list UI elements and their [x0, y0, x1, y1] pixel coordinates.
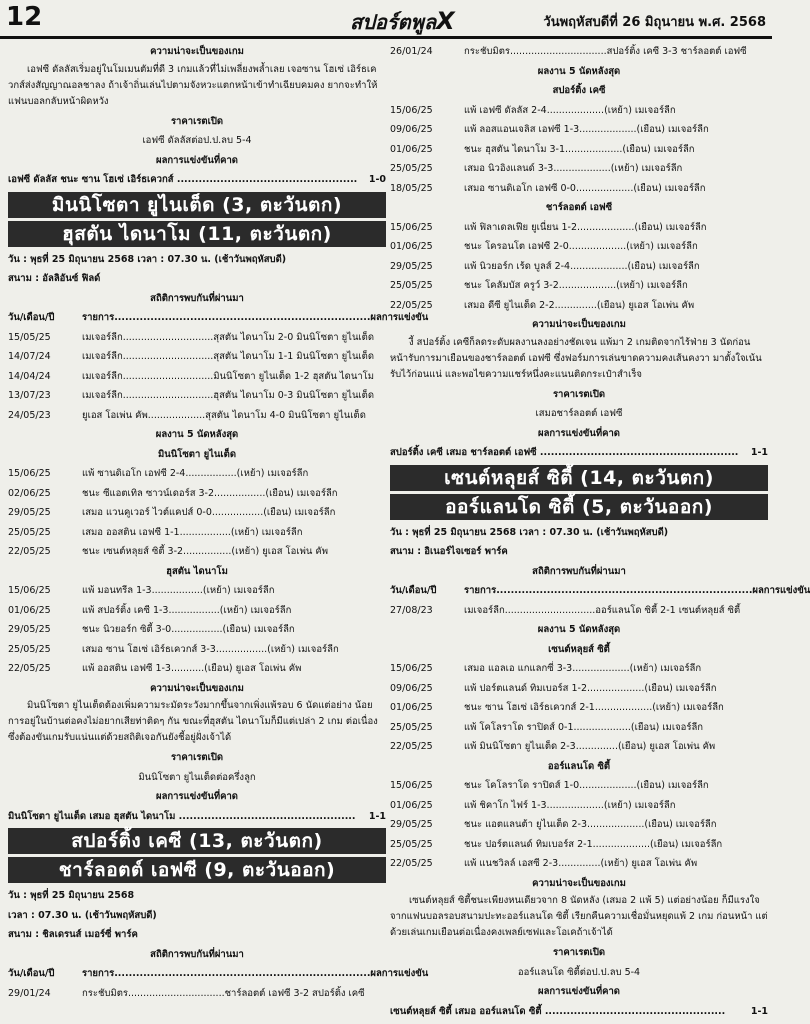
row-detail: เสมอ แวนคูเวอร์ ไวต์แคปส์ 0-0.................(เยือน) เมเจอร์ลีก: [82, 507, 336, 518]
row-detail: เสมอ แอลเอ แกแลกซี่ 3-3...................(เหย้า) เมเจอร์ลีก: [464, 663, 702, 674]
last5-heading: ผลงาน 5 นัดหลังสุด: [537, 624, 621, 635]
h2h-col-result: รายการ.......................................................................ผลการแข่งขัน: [464, 585, 810, 596]
table-row: [390, 257, 768, 277]
h2h-header-row: [390, 581, 810, 601]
odds-text: เสมอชาร์ลอตต์ เอฟซี: [535, 408, 623, 419]
table-row: [8, 406, 386, 426]
match-venue: สนาม : อิเนอร์ไจเซอร์ พาร์ค: [390, 546, 508, 557]
row-detail: กระชับมิตร................................สปอร์ติ้ง เคซี 3-3 ชาร์ลอตต์ เอฟซี: [464, 46, 747, 57]
team-banner-away: ชาร์ลอตต์ เอฟซี (9, ตะวันออก): [8, 857, 386, 883]
table-row: [8, 503, 386, 523]
row-date: 25/05/25: [390, 838, 433, 850]
table-row: [8, 386, 386, 406]
probability-text: เซนต์หลุยส์ ซิตี้ชนะเพียงหนเดียวจาก 8 นัดหลัง (เสมอ 2 แพ้ 5) แต่อย่างน้อย ก็มีแรงใจจากแฟนบอลรอบสนามปะทะออร์แลนโด ซิตี้ เรียกคืนความเชื่อมั่นหยุดแพ้ 2 เกม ก่อนหน้า แต่ด้วยเล่นเกมเยือนต่อเนื่องคงเพลย์เซฟและโอเคถ้าเจ้าได้: [390, 895, 768, 938]
row-date: 01/06/25: [390, 143, 433, 155]
table-row: [390, 776, 768, 796]
table-row: [390, 42, 768, 62]
match-datetime: วัน : พุธที่ 25 มิถุนายน 2568 เวลา : 07.30 น. (เช้าวันพฤหัสบดี): [8, 253, 287, 265]
table-row: [390, 218, 768, 238]
table-row: [390, 698, 768, 718]
row-date: 15/06/25: [8, 468, 51, 479]
prediction-line: [8, 807, 386, 827]
form-list: [390, 776, 768, 874]
row-detail: เมเจอร์ลีก..............................สุสตัน ไดนาโม 1-1 มินนิโซตา ยูไนเต็ด: [82, 351, 375, 362]
probability-text: มินนิโซตา ยูไนเต็ดต้องเพิ่มความระมัดระวังมากขึ้นจากเพิ่งแพ้รอบ 6 นัดแต่อย่าง น้อยการอยู่ในบ้านต่อคงไม่อยากเสียท่าติดๆ กัน ขณะที่ฮุสตัน ไดนาโมก็มีแต่เปล่า 2 เกม ต่อเนื่อง ซึ่งต้องขันเกมรับแน่นแต่ด้วยสถิติเจอกันยังชี้อยู่ฝั่งเจ้าได้: [8, 700, 378, 743]
prediction-line: [8, 170, 386, 190]
team-banner-away: ฮุสตัน ไดนาโม (11, ตะวันตก): [8, 221, 386, 247]
table-row: [8, 347, 386, 367]
match-datetime: วัน : พุธที่ 25 มิถุนายน 2568 เวลา : 07.30 น. (เช้าวันพฤหัสบดี): [390, 526, 669, 538]
table-row: [390, 101, 768, 121]
row-detail: เมเจอร์ลีก..............................มินนิโซตา ยูไนเต็ด 1-2 ฮุสตัน ไดนาโม: [82, 370, 375, 382]
probability-heading: ความน่าจะเป็นของเกม: [150, 46, 244, 57]
row-detail: แพ้ ออสติน เอฟซี 1-3...........(เยือน) ยูเอส โอเพ่น คัพ: [82, 663, 302, 674]
h2h-list: [390, 42, 768, 62]
h2h-col-date: วัน/เดือน/ปี: [390, 585, 437, 596]
row-date: 15/06/25: [390, 663, 433, 674]
table-row: [8, 367, 386, 387]
row-date: 18/05/25: [390, 182, 433, 194]
row-date: 22/05/25: [390, 299, 433, 311]
row-detail: ชนะ ซีแอตเทิล ซาวน์เดอร์ส 3-2.................(เยือน) เมเจอร์ลีก: [82, 487, 338, 499]
team-form-title: สปอร์ติ้ง เคซี: [552, 85, 606, 96]
h2h-heading: สถิติการพบกันที่ผ่านมา: [532, 565, 626, 577]
row-detail: เสมอ นิวอิงแลนด์ 3-3...................(เหย้า) เมเจอร์ลีก: [464, 163, 683, 174]
table-row: [8, 984, 386, 1004]
form-list: [390, 218, 768, 316]
last5-heading: ผลงาน 5 นัดหลังสุด: [155, 429, 239, 440]
odds-text: ออร์แลนโด ซิตี้ต่อป.ป.ลบ 5-4: [517, 966, 641, 978]
prediction-line: [390, 1002, 768, 1022]
prediction-score: 1-0: [368, 174, 386, 185]
row-detail: ชนะ เซนต์หลุยส์ ซิตี้ 3-2................(เหย้า) ยูเอส โอเพ่น คัพ: [82, 546, 328, 557]
h2h-col-date: วัน/เดือน/ปี: [8, 312, 55, 323]
row-detail: ชนะ ฮุสตัน ไดนาโม 3-1...................(เยือน) เมเจอร์ลีก: [464, 143, 695, 155]
logo-x: X: [436, 7, 455, 35]
row-detail: แพ้ ปอร์ตแลนด์ ทิมเบอร์ส 1-2...................(เยือน) เมเจอร์ลีก: [464, 682, 717, 694]
prediction-heading: ผลการแข่งขันที่คาด: [156, 791, 238, 802]
row-date: 27/08/23: [390, 604, 433, 616]
row-date: 09/06/25: [390, 682, 433, 694]
h2h-list: [8, 984, 386, 1004]
table-row: [390, 120, 768, 140]
form-list: [390, 101, 768, 199]
table-row: [8, 484, 386, 504]
prediction-heading: ผลการแข่งขันที่คาด: [538, 427, 620, 439]
row-date: 02/06/25: [8, 487, 51, 499]
row-date: 15/06/25: [390, 780, 433, 791]
row-detail: แพ้ เอฟซี ดัลลัส 2-4...................(เหย้า) เมเจอร์ลีก: [464, 104, 676, 116]
probability-heading: ความน่าจะเป็นของเกม: [532, 877, 626, 889]
row-date: 25/05/25: [390, 280, 433, 291]
prediction-heading: ผลการแข่งขันที่คาด: [156, 154, 238, 166]
right-column: [390, 42, 810, 1021]
row-detail: แพ้ ลอสแอนเจลิส เอฟซี 1-3...................(เยือน) เมเจอร์ลีก: [464, 124, 709, 135]
issue-date: วันพฤหัสบดีที่ 26 มิถุนายน พ.ศ. 2568: [543, 15, 766, 30]
team-form-title: ชาร์ลอตต์ เอฟซี: [545, 202, 613, 213]
table-row: [8, 581, 386, 601]
row-date: 15/06/25: [390, 221, 433, 233]
row-date: 22/05/25: [8, 546, 51, 557]
row-date: 29/05/25: [8, 624, 51, 635]
table-row: [8, 640, 386, 660]
row-date: 25/05/25: [390, 721, 433, 733]
table-row: [390, 237, 768, 257]
match-venue: สนาม : ชิลเดรนส์ เมอร์ซี่ พาร์ค: [8, 929, 138, 940]
table-row: [8, 328, 386, 348]
row-date: 29/05/25: [8, 507, 51, 518]
team-form-title: ออร์แลนโด ซิตี้: [547, 760, 611, 772]
prediction-text: เอฟซี ดัลลัส ชนะ ซาน โฮเซ่ เอิร์ธเควกส์ ..................................................: [8, 174, 358, 185]
team-form-title: เซนต์หลุยส์ ซิตี้: [548, 643, 610, 655]
row-date: 25/05/25: [390, 163, 433, 174]
row-date: 22/05/25: [390, 858, 433, 869]
team-form-title: ฮุสตัน ไดนาโม: [166, 565, 228, 577]
prediction-text: สปอร์ติ้ง เคซี เสมอ ชาร์ลอตต์ เอฟซี .......................................................: [390, 447, 739, 458]
row-detail: เสมอ ซานดิเอโก เอฟซี 0-0...................(เยือน) เมเจอร์ลีก: [464, 182, 706, 194]
row-detail: แพ้ โคโลราโด ราปิดส์ 0-1...................(เยือน) เมเจอร์ลีก: [464, 721, 704, 733]
team-banner-home: สปอร์ติ้ง เคซี (13, ตะวันตก): [8, 828, 386, 854]
table-row: [390, 815, 768, 835]
table-row: [8, 464, 386, 484]
table-row: [8, 542, 386, 562]
team-banner-away: ออร์แลนโด ซิตี้ (5, ตะวันออก): [390, 494, 768, 520]
row-detail: แพ้ สปอร์ติ้ง เคซี 1-3.................(เหย้า) เมเจอร์ลีก: [82, 604, 292, 616]
row-detail: แพ้ มอนทรีล 1-3.................(เหย้า) เมเจอร์ลีก: [82, 585, 275, 596]
row-detail: ชนะ นิวยอร์ก ซิตี้ 3-0.................(เยือน) เมเจอร์ลีก: [82, 624, 295, 635]
form-list: [8, 581, 386, 679]
h2h-heading: สถิติการพบกันที่ผ่านมา: [150, 292, 244, 304]
match-time: เวลา : 07.30 น. (เช้าวันพฤหัสบดี): [8, 909, 157, 921]
table-row: [390, 718, 768, 738]
table-row: [390, 179, 768, 199]
row-detail: แพ้ นิวยอร์ก เร้ด บูลส์ 2-4...................(เยือน) เมเจอร์ลีก: [464, 260, 700, 272]
table-row: [390, 854, 768, 874]
form-list: [390, 659, 768, 757]
prediction-line: [390, 443, 768, 463]
prediction-score: 1-1: [368, 810, 386, 822]
row-detail: แพ้ ชิคาโก ไฟร์ 1-3...................(เหย้า) เมเจอร์ลีก: [464, 799, 676, 811]
row-detail: เสมอ ออสติน เอฟซี 1-1.................(เหย้า) เมเจอร์ลีก: [82, 526, 303, 538]
table-row: [390, 737, 768, 757]
odds-heading: ราคาเรตเปิด: [552, 388, 606, 400]
page-header: [0, 0, 772, 39]
h2h-heading: สถิติการพบกันที่ผ่านมา: [150, 948, 244, 960]
table-row: [390, 679, 768, 699]
publication-logo: [350, 6, 455, 38]
odds-heading: ราคาเรตเปิด: [552, 947, 606, 958]
last5-heading: ผลงาน 5 นัดหลังสุด: [537, 65, 621, 77]
row-date: 01/06/25: [390, 702, 433, 713]
row-date: 01/06/25: [390, 799, 433, 811]
table-row: [390, 140, 768, 160]
row-date: 09/06/25: [390, 124, 433, 135]
row-date: 14/04/24: [8, 370, 51, 382]
prediction-text: เซนต์หลุยส์ ซิตี้ เสมอ ออร์แลนโด ซิตี้ ..................................................: [390, 1005, 726, 1017]
table-row: [390, 835, 768, 855]
probability-text: งี้ สปอร์ติ้ง เคซีก็ลดระดับผลงานลงอย่างชัดเจน แพ้มา 2 เกมติดจากไร้ฟ่าย 3 นัดก่อนหน้ารับการมาเยือนของชาร์ลอตต์ เอฟซี ซึ่งฟอร์มการเล่นขาดความคงเส้นคงวา มาตั้งใจเน้นรับไว้ก่อนแน่ และพอไขความแชร์หนึ่งคะแนนติดกระเป๋าสำเร็จ: [390, 336, 762, 380]
row-detail: เมเจอร์ลีก..............................ออร์แลนโด ซิตี้ 2-1 เซนต์หลุยส์ ซิตี้: [464, 604, 741, 616]
row-date: 26/01/24: [390, 46, 433, 57]
team-form-title: มินนิโซตา ยูไนเต็ด: [157, 448, 237, 460]
row-detail: ชนะ ซาน โฮเซ่ เอิร์ธเควกส์ 2-1...................(เหย้า) เมเจอร์ลีก: [464, 702, 724, 713]
odds-text: เอฟซี ดัลลัสต่อป.ป.ลบ 5-4: [142, 135, 252, 146]
row-date: 22/05/25: [390, 741, 433, 752]
row-detail: เสมอ ดีซี ยูไนเต็ด 2-2..............(เยือน) ยูเอส โอเพ่น คัพ: [464, 299, 695, 311]
row-detail: ยูเอส โอเพ่น คัพ...................สุสตัน ไดนาโม 4-0 มินนิโซตา ยูไนเต็ด: [82, 409, 366, 421]
table-row: [8, 601, 386, 621]
row-date: 14/07/24: [8, 351, 51, 362]
row-date: 15/05/25: [8, 331, 51, 343]
odds-heading: ราคาเรตเปิด: [170, 752, 224, 763]
row-date: 15/06/25: [390, 104, 433, 116]
row-date: 29/05/25: [390, 260, 433, 272]
table-row: [390, 601, 768, 621]
h2h-col-date: วัน/เดือน/ปี: [8, 968, 55, 979]
row-detail: เมเจอร์ลีก..............................ฮุสตัน ไดนาโม 0-3 มินนิโซตา ยูไนเต็ด: [82, 390, 375, 401]
h2h-list: [390, 601, 768, 621]
row-date: 29/05/25: [390, 819, 433, 830]
row-date: 29/01/24: [8, 987, 51, 999]
team-banner-home: เซนต์หลุยส์ ซิตี้ (14, ตะวันตก): [390, 465, 768, 491]
form-list: [8, 464, 386, 562]
probability-heading: ความน่าจะเป็นของเกม: [150, 682, 244, 694]
team-banner-home: มินนิโซตา ยูไนเต็ด (3, ตะวันตก): [8, 192, 386, 218]
logo-text: สปอร์ตพูล: [350, 10, 437, 34]
h2h-col-result: รายการ.......................................................................ผลการแข่งขัน: [82, 312, 429, 323]
match-venue: สนาม : อัลลิอันซ์ ฟิลด์: [8, 273, 101, 284]
row-detail: แพ้ ฟิลาเดลเฟีย ยูเนี่ยน 1-2...................(เยือน) เมเจอร์ลีก: [464, 221, 707, 233]
row-detail: เสมอ ซาน โฮเซ่ เอิร์ธเควกส์ 3-3.................(เหย้า) เมเจอร์ลีก: [82, 643, 339, 655]
table-row: [390, 796, 768, 816]
table-row: [390, 296, 768, 316]
prediction-text: มินนิโซตา ยูไนเต็ด เสมอ ฮุสตัน ไดนาโม .................................................: [8, 810, 356, 822]
row-detail: ชนะ โครอนโต เอฟซี 2-0...................(เหย้า) เมเจอร์ลีก: [464, 241, 698, 252]
prediction-score: 1-1: [750, 1005, 768, 1017]
row-detail: เมเจอร์ลีก..............................สุสตัน ไดนาโม 2-0 มินนิโซตา ยูไนเต็ด: [82, 331, 375, 343]
row-date: 13/07/23: [8, 390, 51, 401]
prediction-heading: ผลการแข่งขันที่คาด: [538, 986, 620, 997]
row-detail: ชนะ โคโลราโด ราปิดส์ 1-0...................(เยือน) เมเจอร์ลีก: [464, 780, 709, 791]
row-date: 24/05/23: [8, 409, 51, 421]
h2h-list: [8, 328, 386, 426]
table-row: [390, 276, 768, 296]
row-date: 15/06/25: [8, 585, 51, 596]
prediction-score: 1-1: [750, 447, 768, 458]
row-detail: แพ้ มินนิโซตา ยูไนเต็ด 2-3..............(เยือน) ยูเอส โอเพ่น คัพ: [464, 741, 716, 752]
row-detail: ชนะ แอตแลนต้า ยูไนเต็ด 2-3...................(เยือน) เมเจอร์ลีก: [464, 819, 717, 830]
odds-text: มินนิโซตา ยูไนเต็ดต่อครึ่งลูก: [138, 771, 256, 783]
row-date: 01/06/25: [8, 604, 51, 616]
match-date: วัน : พุธที่ 25 มิถุนายน 2568: [8, 890, 135, 901]
row-date: 22/05/25: [8, 663, 51, 674]
row-detail: แพ้ แนชวิลล์ เอสซี 2-3..............(เหย้า) ยูเอส โอเพ่น คัพ: [464, 858, 698, 869]
table-row: [8, 523, 386, 543]
page-number: 12: [6, 2, 43, 32]
odds-heading: ราคาเรตเปิด: [170, 115, 224, 127]
row-detail: แพ้ ซานดิเอโก เอฟซี 2-4.................(เหย้า) เมเจอร์ลีก: [82, 468, 309, 479]
row-detail: ชนะ โคลัมบัส ครูว์ 3-2...................(เหย้า) เมเจอร์ลีก: [464, 280, 688, 291]
row-detail: กระชับมิตร................................ชาร์ลอตต์ เอฟซี 3-2 สปอร์ติ้ง เคซี: [82, 987, 365, 999]
row-date: 01/06/25: [390, 241, 433, 252]
h2h-header-row: [8, 964, 429, 984]
h2h-col-result: รายการ.......................................................................ผลการแข่งขัน: [82, 968, 429, 979]
row-date: 25/05/25: [8, 526, 51, 538]
table-row: [8, 620, 386, 640]
probability-heading: ความน่าจะเป็นของเกม: [532, 319, 626, 330]
table-row: [390, 659, 768, 679]
table-row: [390, 159, 768, 179]
h2h-header-row: [8, 308, 429, 328]
row-detail: ชนะ ปอร์ตแลนด์ ทิมเบอร์ส 2-1...................(เยือน) เมเจอร์ลีก: [464, 838, 723, 850]
row-date: 25/05/25: [8, 643, 51, 655]
table-row: [8, 659, 386, 679]
probability-text: เอฟซี ดัลลัสเริ่มอยู่ในโมเมนตัมที่ดี 3 เกมแล้วที่ไม่เพลี่ยงพล้ำเลย เจอซาน โฮเซ่ เอิร์ธเควกส์ส่งสัญญาณอลชาลง ถ้าเจ้าถิ่นเล่นไปตามจังหวะแตกหน้าเข้าทำเฉียบคมคง ยากจะทำให้แฟนบอลกลับหน้าผิดหวัง: [8, 63, 378, 107]
